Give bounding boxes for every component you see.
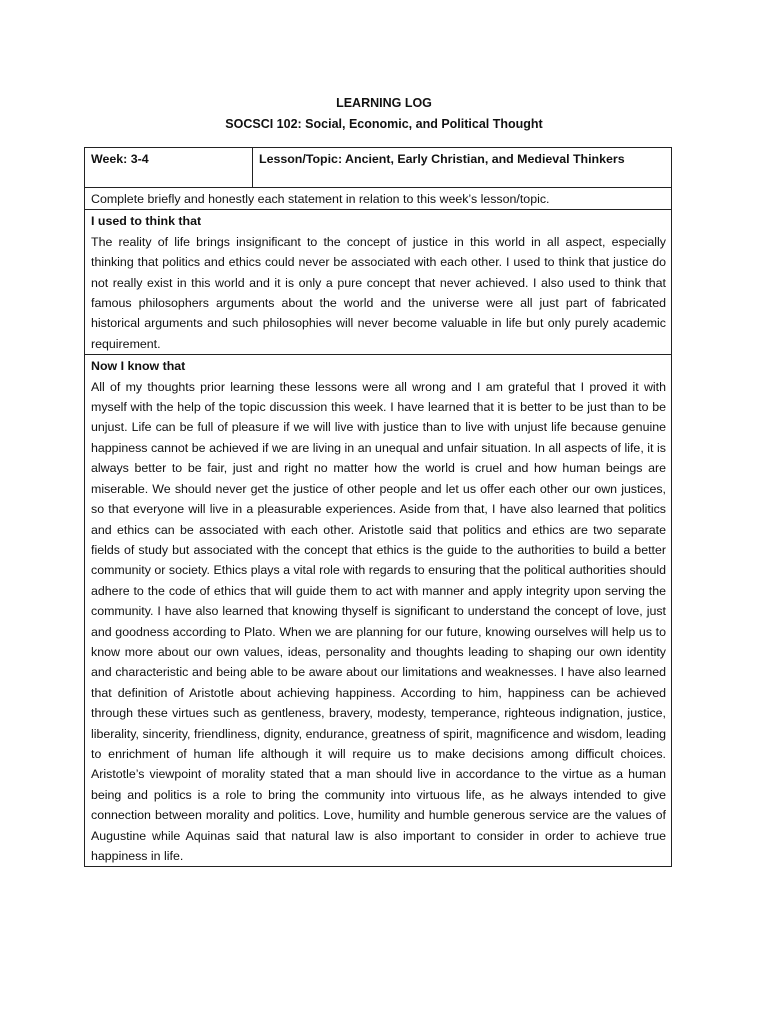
section-heading: Now I know that bbox=[91, 359, 186, 374]
document-title: LEARNING LOG bbox=[336, 96, 432, 110]
section-cell-used-to-think bbox=[85, 210, 672, 355]
instruction-row bbox=[85, 188, 672, 210]
header-row bbox=[85, 148, 672, 188]
topic-cell: Lesson/Topic: Ancient, Early Christian, and Medieval Thinkers bbox=[253, 148, 672, 188]
section-body: All of my thoughts prior learning these lessons were all wrong and I am grateful that I proved it with myself with the help of the topic discussion this week. I have learned that it is better to be just than to be unjust. Life can be full of pleasure if we will live with justice than to live with unjust life because genuine happiness cannot be achieved if we are living in an unequal and unfair situation. In all aspects of life, it is always better to be fair, just and right no matter how the world is cruel and how human beings are miserable. We should never get the justice of other people and let us offer each other our own justices, so that everyone will live in a pleasurable experiences. Aside from that, I have also learned that politics and ethics can be associated with each other. Aristotle said that politics and ethics are two separate fields of study but associated with the concept that ethics is the guide to the authorities to build a better community or society. Ethics plays a vital role with regards to ensuring that the political authorities should adhere to the code of ethics that will guide them to act with manner and apply integrity upon serving the community. I have also learned that knowing thyself is significant to understand the concept of love, just and goodness according to Plato. When we are planning for our future, knowing ourselves will help us to know more about our own values, ideas, personality and thoughts leading to shaping our own identity and characteristic and being able to be aware about our limitations and weaknesses. I have also learned that definition of Aristotle about achieving happiness. According to him, happiness can be achieved through these virtues such as gentleness, bravery, modesty, temperance, righteous indignation, justice, liberality, sincerity, friendliness, dignity, endurance, greatness of spirit, magnificence and wisdom, leading to enrichment of human life although it will require us to make decisions among difficult choices. Aristotle’s viewpoint of morality stated that a man should live in accordance to the virtue as a human being and politics is a role to bring the community into virtuous life, as he always intended to give connection between morality and politics. Love, humility and humble generous service are the values of Augustine while Aquinas said that natural law is also important to consider in order to achieve true happiness in life. bbox=[91, 379, 666, 863]
section-body: The reality of life brings insignificant to the concept of justice in this world in all aspect, especially thinking that politics and ethics could never be associated with each other. I used to think that justice do not really exist in this world and it is only a pure concept that never achieved. I also used to think that famous philosophers arguments about the world and the universe were all just part of fabricated historical arguments and such philosophies will never become valuable in life but only purely academic requirement. bbox=[91, 234, 666, 351]
section-cell-now-i-know bbox=[85, 355, 672, 867]
document-subtitle: SOCSCI 102: Social, Economic, and Political Thought bbox=[225, 117, 543, 131]
section-row-used-to-think bbox=[85, 210, 672, 355]
week-cell: Week: 3-4 bbox=[85, 148, 253, 188]
section-row-now-i-know bbox=[85, 355, 672, 867]
instruction-cell: Complete briefly and honestly each statement in relation to this week’s lesson/topic. bbox=[85, 188, 672, 210]
learning-log-table bbox=[84, 147, 672, 867]
section-heading: I used to think that bbox=[91, 214, 202, 229]
